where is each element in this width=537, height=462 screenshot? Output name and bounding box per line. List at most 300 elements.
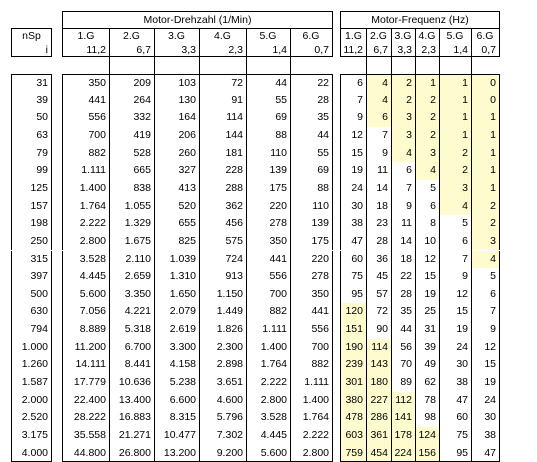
- hz-cell: 14: [400, 234, 412, 247]
- hz-cell: 12: [340, 127, 366, 145]
- rpm-cell: 556: [269, 270, 287, 283]
- hz-cell: 75: [340, 268, 366, 286]
- rpm-cell: 44.800: [62, 445, 109, 462]
- rpm-cell: 206: [178, 128, 196, 141]
- hz-ratio-cell: 0,7: [471, 43, 500, 57]
- rpm-cell: 556: [290, 321, 333, 339]
- rpm-cell: 35: [290, 109, 333, 127]
- rpm-cell: 2.222: [290, 427, 333, 445]
- nsp-header: nSp: [11, 28, 52, 43]
- hz-cell: 72: [376, 305, 388, 318]
- hz-cell: 18: [400, 252, 412, 265]
- hz-cell: 1: [415, 74, 439, 92]
- hz-cell: 95: [340, 286, 366, 304]
- hz-cell: 24: [340, 180, 366, 198]
- hz-cell: 90: [376, 323, 388, 336]
- rpm-cell: 4.221: [124, 305, 151, 318]
- hz-cell: 10: [424, 234, 436, 247]
- hz-cell: 454: [366, 445, 391, 462]
- rpm-cell: 139: [269, 164, 287, 177]
- hz-ratio-cell: 3,3: [391, 43, 415, 57]
- rpm-cell: 3.350: [124, 287, 151, 300]
- rpm-cell: 7.056: [62, 303, 109, 321]
- rpm-cell: 4.445: [62, 268, 109, 286]
- hz-cell: 30: [340, 198, 366, 216]
- hz-cell: 14: [376, 181, 388, 194]
- nsp-cell: 50: [11, 109, 52, 127]
- rpm-cell: 260: [178, 146, 196, 159]
- rpm-cell: 441: [62, 92, 109, 110]
- hz-cell: 4: [366, 74, 391, 92]
- rpm-cell: 413: [178, 181, 196, 194]
- hz-ratio-cell: 2,3: [415, 43, 439, 57]
- hz-cell: 178: [391, 427, 415, 445]
- rpm-cell: 16.883: [118, 411, 151, 424]
- hz-cell: 36: [376, 252, 388, 265]
- rpm-cell: 3.528: [62, 251, 109, 269]
- rpm-gear-header: 4.G: [199, 28, 246, 43]
- rpm-cell: 1.329: [124, 217, 151, 230]
- hz-cell: 1: [471, 127, 500, 145]
- rpm-cell: 3.528: [260, 411, 287, 424]
- rpm-cell: 700: [269, 287, 287, 300]
- hz-cell: 5: [471, 268, 500, 286]
- rpm-cell: 264: [133, 93, 151, 106]
- nsp-cell: 500: [11, 286, 52, 304]
- hz-cell: 2: [415, 127, 439, 145]
- hz-cell: 47: [456, 393, 468, 406]
- rpm-cell: 7.302: [216, 429, 243, 441]
- hz-cell: 227: [366, 392, 391, 410]
- hz-cell: 18: [376, 199, 388, 212]
- rpm-cell: 88: [290, 180, 333, 198]
- rpm-cell: 2.619: [169, 323, 196, 336]
- hz-cell: 15: [456, 305, 468, 318]
- hz-cell: 2: [439, 162, 471, 180]
- rpm-cell: 528: [133, 146, 151, 159]
- rpm-cell: 1.310: [169, 270, 196, 283]
- hz-cell: 15: [471, 356, 500, 374]
- column-divider: [391, 28, 392, 462]
- nsp-cell: 4.000: [11, 445, 52, 462]
- rpm-cell: 1.675: [124, 234, 151, 247]
- frequenz-title: Motor-Frequenz (Hz): [340, 11, 500, 28]
- hz-cell: 5: [430, 181, 436, 194]
- nsp-cell: 99: [11, 162, 52, 180]
- hz-cell: 62: [424, 376, 436, 389]
- rpm-cell: 724: [225, 252, 243, 265]
- rpm-cell: 2.800: [62, 233, 109, 251]
- hz-cell: 23: [376, 217, 388, 230]
- rpm-cell: 220: [269, 199, 287, 212]
- hz-ratio-cell: 1,4: [439, 43, 471, 57]
- nsp-cell: 2.520: [11, 409, 52, 427]
- hz-gear-header: 3.G: [391, 28, 415, 43]
- hz-gear-header: 5.G: [439, 28, 471, 43]
- rpm-cell: 838: [133, 181, 151, 194]
- hz-cell: 12: [424, 252, 436, 265]
- hz-gear-header: 6.G: [471, 28, 500, 43]
- hz-gear-header: 4.G: [415, 28, 439, 43]
- hz-cell: 8: [430, 217, 436, 230]
- nsp-cell: 39: [11, 92, 52, 110]
- hz-cell: 143: [366, 356, 391, 374]
- rpm-gear-header: 2.G: [109, 28, 154, 43]
- hz-cell: 35: [400, 305, 412, 318]
- column-divider: [246, 28, 247, 462]
- rpm-ratio-cell: 1,4: [246, 43, 290, 57]
- nsp-cell: 1.587: [11, 374, 52, 392]
- rpm-cell: 2.222: [62, 215, 109, 233]
- rpm-cell: 1.650: [169, 287, 196, 300]
- hz-cell: 0: [471, 92, 500, 110]
- rpm-cell: 110: [270, 146, 287, 159]
- rpm-cell: 556: [62, 109, 109, 127]
- hz-cell: 70: [400, 358, 412, 371]
- hz-cell: 239: [340, 356, 366, 374]
- rpm-cell: 220: [290, 251, 333, 269]
- rpm-cell: 278: [290, 268, 333, 286]
- hz-cell: 44: [400, 323, 412, 336]
- rpm-cell: 130: [178, 93, 196, 106]
- rpm-cell: 28.222: [62, 409, 109, 427]
- nsp-cell: 63: [11, 127, 52, 145]
- rpm-cell: 327: [178, 164, 196, 177]
- rpm-cell: 441: [290, 303, 333, 321]
- hz-cell: 6: [462, 234, 468, 247]
- hz-cell: 1: [471, 109, 500, 127]
- hz-cell: 31: [424, 323, 436, 336]
- rpm-cell: 44: [246, 74, 290, 92]
- rpm-cell: 332: [133, 111, 151, 124]
- hz-cell: 38: [471, 427, 500, 445]
- column-divider: [199, 28, 200, 462]
- nsp-cell: 1.260: [11, 356, 52, 374]
- rpm-cell: 4.445: [260, 429, 287, 441]
- hz-gear-header: 1.G: [340, 28, 366, 43]
- hz-cell: 4: [471, 251, 500, 269]
- hz-cell: 47: [471, 445, 500, 462]
- hz-cell: 4: [415, 162, 439, 180]
- hz-cell: 45: [376, 270, 388, 283]
- rpm-cell: 13.400: [118, 393, 151, 406]
- hz-cell: 2: [415, 109, 439, 127]
- hz-cell: 3: [391, 109, 415, 127]
- hz-cell: 28: [376, 234, 388, 247]
- hz-cell: 1: [439, 92, 471, 110]
- hz-cell: 124: [415, 427, 439, 445]
- rpm-cell: 700: [62, 127, 109, 145]
- rpm-cell: 13.200: [154, 445, 199, 462]
- hz-cell: 1: [439, 127, 471, 145]
- hz-cell: 49: [424, 358, 436, 371]
- hz-cell: 98: [424, 411, 436, 424]
- hz-cell: 15: [424, 270, 436, 283]
- nsp-cell: 3.175: [11, 427, 52, 445]
- hz-cell: 38: [340, 215, 366, 233]
- rpm-cell: 8.441: [124, 358, 151, 371]
- hz-cell: 190: [340, 339, 366, 357]
- hz-cell: 7: [340, 92, 366, 110]
- rpm-cell: 144: [225, 128, 243, 141]
- hz-cell: 30: [471, 409, 500, 427]
- rpm-cell: 55: [290, 145, 333, 163]
- hz-cell: 6: [430, 199, 436, 212]
- hz-cell: 1: [471, 180, 500, 198]
- hz-cell: 95: [439, 445, 471, 462]
- hz-cell: 2: [391, 92, 415, 110]
- rpm-cell: 350: [290, 286, 333, 304]
- rpm-cell: 1.764: [260, 358, 287, 371]
- rpm-cell: 69: [275, 111, 287, 124]
- rpm-cell: 1.111: [62, 162, 109, 180]
- nsp-cell: 157: [11, 198, 52, 216]
- hz-cell: 6: [406, 164, 412, 177]
- rpm-cell: 456: [225, 217, 243, 230]
- hz-cell: 12: [456, 287, 468, 300]
- hz-cell: 114: [366, 339, 391, 357]
- rpm-cell: 22.400: [62, 392, 109, 410]
- rpm-cell: 2.222: [260, 376, 287, 389]
- rpm-cell: 14.111: [62, 356, 109, 374]
- nsp-cell: 794: [11, 321, 52, 339]
- hz-cell: 9: [340, 109, 366, 127]
- hz-cell: 24: [456, 340, 468, 353]
- hz-cell: 6: [340, 74, 366, 92]
- hz-cell: 9: [471, 321, 500, 339]
- rpm-cell: 44: [290, 127, 333, 145]
- nsp-cell: 1.000: [11, 339, 52, 357]
- rpm-cell: 2.800: [290, 445, 333, 462]
- rpm-cell: 1.764: [62, 198, 109, 216]
- hz-cell: 156: [415, 445, 439, 462]
- hz-cell: 11: [401, 217, 412, 230]
- nsp-cell: 397: [11, 268, 52, 286]
- rpm-cell: 181: [225, 146, 243, 159]
- rpm-cell: 1.111: [262, 323, 287, 336]
- rpm-cell: 5.238: [169, 376, 196, 389]
- hz-cell: 151: [340, 321, 366, 339]
- rpm-ratio-cell: 6,7: [109, 43, 154, 57]
- hz-cell: 3: [471, 233, 500, 251]
- column-divider: [471, 28, 472, 462]
- hz-cell: 759: [340, 445, 366, 462]
- rpm-cell: 55: [275, 93, 287, 106]
- rpm-cell: 700: [290, 339, 333, 357]
- hz-cell: 24: [471, 392, 500, 410]
- rpm-cell: 4.158: [169, 358, 196, 371]
- rpm-gear-header: 6.G: [290, 28, 333, 43]
- hz-cell: 112: [391, 392, 415, 410]
- hz-cell: 57: [376, 287, 388, 300]
- hz-cell: 4: [366, 92, 391, 110]
- rpm-cell: 1.039: [169, 252, 196, 265]
- rpm-cell: 5.318: [124, 323, 151, 336]
- rpm-cell: 2.079: [169, 305, 196, 318]
- rpm-cell: 110: [290, 198, 333, 216]
- hz-cell: 7: [382, 128, 388, 141]
- rpm-cell: 441: [269, 252, 287, 265]
- rpm-cell: 10.636: [118, 376, 151, 389]
- hz-cell: 2: [391, 74, 415, 92]
- hz-cell: 9: [462, 270, 468, 283]
- rpm-cell: 2.659: [124, 270, 151, 283]
- nsp-cell: 315: [11, 251, 52, 269]
- rpm-cell: 278: [269, 217, 287, 230]
- hz-cell: 28: [400, 287, 412, 300]
- rpm-ratio-cell: 2,3: [199, 43, 246, 57]
- hz-cell: 3: [439, 180, 471, 198]
- rpm-ratio-cell: 3,3: [154, 43, 199, 57]
- rpm-gear-header: 1.G: [62, 28, 109, 43]
- rpm-cell: 1.826: [216, 323, 243, 336]
- hz-cell: 0: [471, 74, 500, 92]
- rpm-cell: 69: [290, 162, 333, 180]
- hz-cell: 7: [462, 252, 468, 265]
- column-divider: [366, 28, 367, 462]
- hz-cell: 3: [391, 127, 415, 145]
- hz-cell: 120: [340, 303, 366, 321]
- hz-cell: 301: [340, 374, 366, 392]
- nsp-cell: 2.000: [11, 392, 52, 410]
- hz-gear-header: 2.G: [366, 28, 391, 43]
- hz-cell: 2: [471, 215, 500, 233]
- rpm-cell: 10.477: [163, 429, 196, 441]
- rpm-cell: 882: [290, 356, 333, 374]
- rpm-cell: 8.889: [62, 321, 109, 339]
- hz-cell: 15: [340, 145, 366, 163]
- rpm-cell: 1.449: [216, 305, 243, 318]
- hz-ratio-cell: 6,7: [366, 43, 391, 57]
- hz-cell: 30: [456, 358, 468, 371]
- rpm-cell: 913: [225, 270, 243, 283]
- rpm-cell: 88: [275, 128, 287, 141]
- hz-cell: 180: [366, 374, 391, 392]
- rpm-cell: 164: [178, 111, 196, 124]
- rpm-cell: 175: [290, 233, 333, 251]
- hz-cell: 380: [340, 392, 366, 410]
- nsp-cell: 630: [11, 303, 52, 321]
- rpm-cell: 103: [154, 74, 199, 92]
- rpm-cell: 350: [269, 234, 287, 247]
- hz-cell: 7: [471, 303, 500, 321]
- hz-cell: 19: [456, 323, 468, 336]
- hz-cell: 56: [400, 340, 412, 353]
- rpm-cell: 1.764: [290, 409, 333, 427]
- rpm-cell: 72: [199, 74, 246, 92]
- rpm-cell: 3.300: [169, 340, 196, 353]
- hz-cell: 224: [391, 445, 415, 462]
- rpm-cell: 288: [225, 181, 243, 194]
- hz-cell: 60: [456, 411, 468, 424]
- hz-cell: 6: [366, 109, 391, 127]
- hz-cell: 22: [400, 270, 412, 283]
- hz-cell: 2: [439, 145, 471, 163]
- hz-cell: 2: [471, 198, 500, 216]
- rpm-cell: 5.600: [246, 445, 290, 462]
- nsp-cell: 250: [11, 233, 52, 251]
- hz-cell: 4: [391, 145, 415, 163]
- rpm-gear-header: 3.G: [154, 28, 199, 43]
- hz-cell: 7: [406, 181, 412, 194]
- hz-cell: 39: [424, 340, 436, 353]
- rpm-cell: 882: [62, 145, 109, 163]
- hz-cell: 3: [415, 145, 439, 163]
- hz-cell: 286: [366, 409, 391, 427]
- hz-cell: 19: [340, 162, 366, 180]
- rpm-cell: 11.200: [62, 339, 109, 357]
- rpm-cell: 350: [62, 74, 109, 92]
- hz-cell: 1: [439, 109, 471, 127]
- rpm-cell: 175: [269, 181, 287, 194]
- rpm-ratio-cell: 11,2: [62, 43, 109, 57]
- hz-cell: 60: [340, 251, 366, 269]
- column-divider: [290, 28, 291, 462]
- hz-cell: 47: [340, 233, 366, 251]
- column-divider: [154, 28, 155, 462]
- rpm-cell: 5.796: [216, 411, 243, 424]
- hz-cell: 478: [340, 409, 366, 427]
- hz-cell: 11: [377, 164, 388, 177]
- rpm-cell: 2.898: [216, 358, 243, 371]
- hz-cell: 2: [415, 92, 439, 110]
- hz-cell: 1: [471, 145, 500, 163]
- hz-cell: 5: [462, 217, 468, 230]
- rpm-cell: 362: [225, 199, 243, 212]
- rpm-cell: 1.055: [124, 199, 151, 212]
- column-divider: [109, 28, 110, 462]
- hz-cell: 19: [424, 287, 436, 300]
- hz-cell: 9: [382, 146, 388, 159]
- hz-cell: 1: [471, 162, 500, 180]
- rpm-cell: 21.271: [118, 429, 151, 441]
- hz-cell: 361: [366, 427, 391, 445]
- hz-cell: 25: [424, 305, 436, 318]
- rpm-cell: 8.315: [169, 411, 196, 424]
- rpm-cell: 17.779: [62, 374, 109, 392]
- rpm-cell: 139: [290, 215, 333, 233]
- rpm-cell: 2.300: [216, 340, 243, 353]
- rpm-cell: 28: [290, 92, 333, 110]
- rpm-cell: 228: [225, 164, 243, 177]
- rpm-cell: 209: [109, 74, 154, 92]
- hz-cell: 9: [406, 199, 412, 212]
- hz-cell: 89: [400, 376, 412, 389]
- rpm-cell: 1.400: [260, 340, 287, 353]
- rpm-cell: 882: [269, 305, 287, 318]
- hz-cell: 38: [456, 376, 468, 389]
- rpm-cell: 2.800: [260, 393, 287, 406]
- rpm-cell: 35.558: [62, 427, 109, 445]
- rpm-cell: 655: [178, 217, 196, 230]
- hz-cell: 6: [471, 286, 500, 304]
- nsp-cell: 79: [11, 145, 52, 163]
- hz-cell: 19: [471, 374, 500, 392]
- rpm-cell: 6.600: [169, 393, 196, 406]
- rpm-cell: 22: [290, 74, 333, 92]
- rpm-gear-header: 5.G: [246, 28, 290, 43]
- hz-cell: 141: [391, 409, 415, 427]
- rpm-cell: 1.111: [290, 374, 333, 392]
- column-divider: [415, 28, 416, 462]
- ratio-label: i: [11, 43, 52, 57]
- rpm-cell: 419: [133, 128, 151, 141]
- nsp-cell: 125: [11, 180, 52, 198]
- nsp-cell: 198: [11, 215, 52, 233]
- drehzahl-title: Motor-Drehzahl (1/Min): [62, 11, 333, 28]
- hz-ratio-cell: 11,2: [340, 43, 366, 57]
- rpm-cell: 520: [178, 199, 196, 212]
